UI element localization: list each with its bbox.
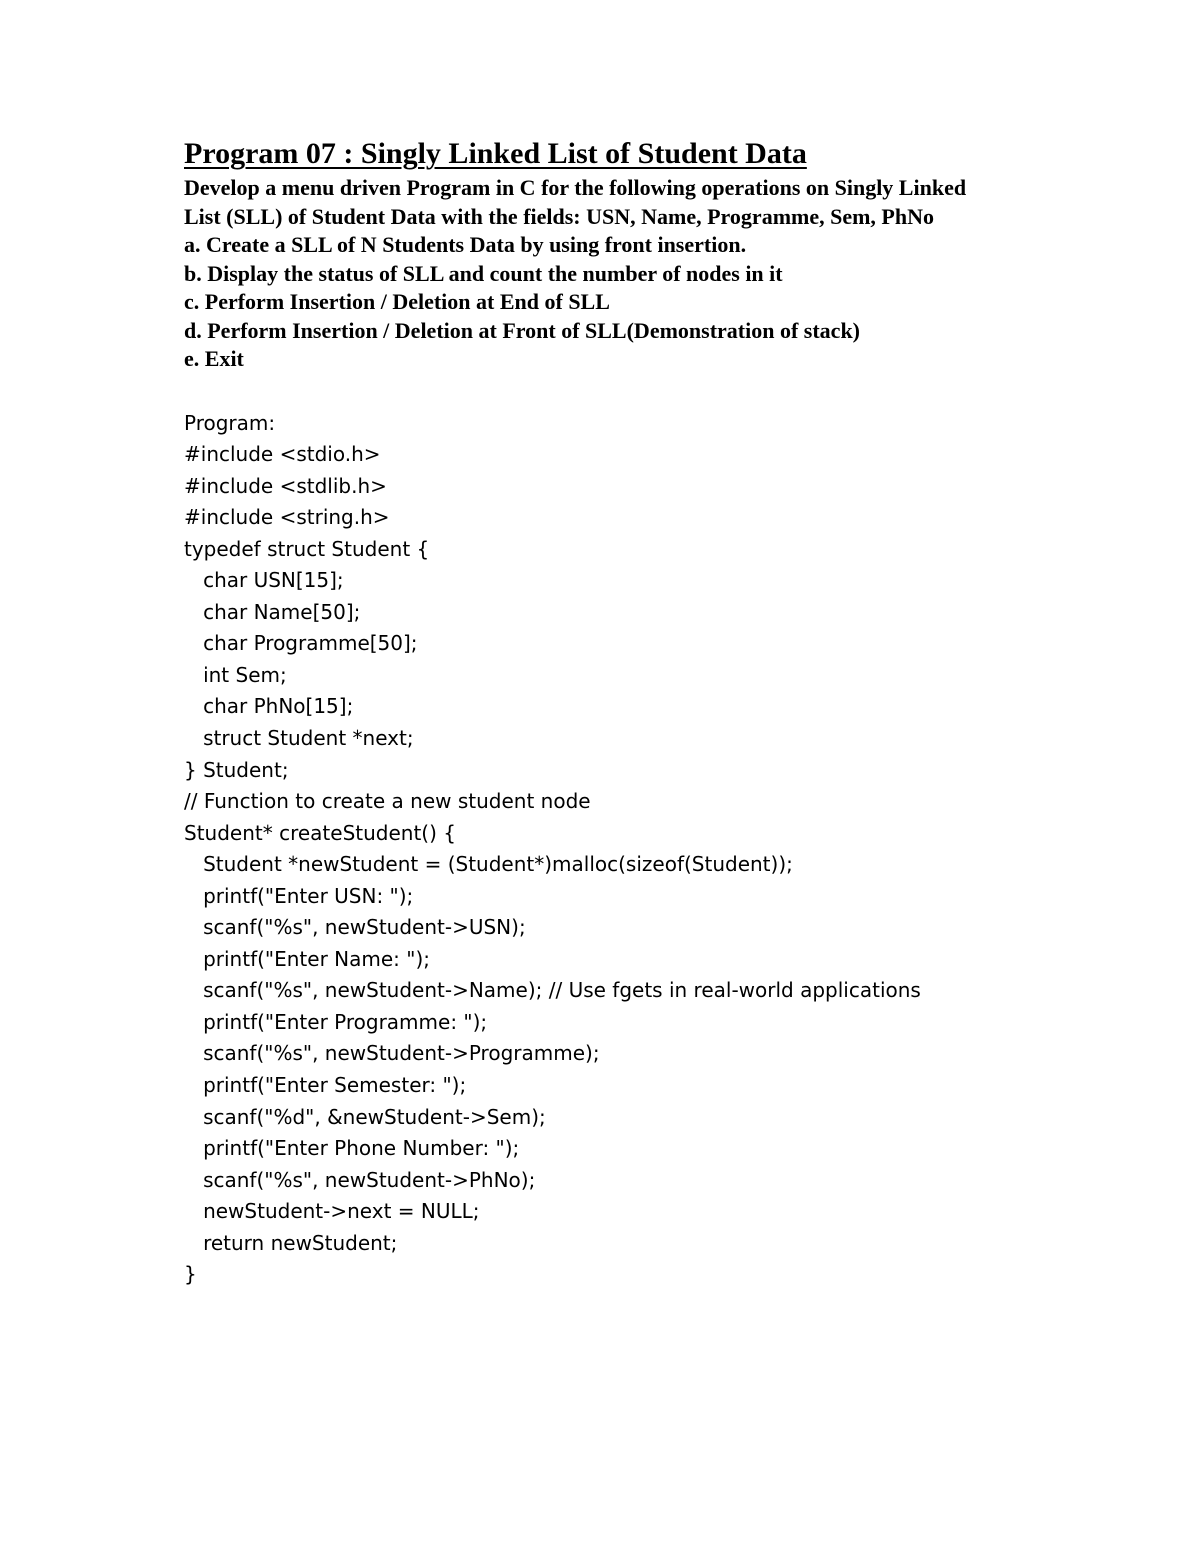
code-line: Student* createStudent() { bbox=[184, 820, 456, 845]
code-line: Student *newStudent = (Student*)malloc(sizeof(Student)); bbox=[184, 852, 793, 877]
code-line: scanf("%s", newStudent->USN); bbox=[184, 915, 526, 940]
code-line: char Programme[50]; bbox=[184, 631, 418, 656]
code-line: printf("Enter Phone Number: "); bbox=[184, 1136, 520, 1161]
code-line: // Function to create a new student node bbox=[184, 789, 591, 814]
code-line: #include <string.h> bbox=[184, 505, 390, 530]
code-line: newStudent->next = NULL; bbox=[184, 1199, 480, 1224]
code-line: printf("Enter Semester: "); bbox=[184, 1072, 467, 1097]
code-line: return newStudent; bbox=[184, 1230, 398, 1255]
code-line: scanf("%s", newStudent->Programme); bbox=[184, 1041, 600, 1066]
document-content bbox=[184, 134, 1044, 1291]
code-line: struct Student *next; bbox=[184, 725, 414, 750]
code-block bbox=[184, 408, 1044, 1291]
code-line: #include <stdlib.h> bbox=[184, 473, 387, 498]
program-description: Develop a menu driven Program in C for the following operations on Singly Linked List (SLL) of Student Data with the fields: USN, Name, Programme, Sem, PhNo bbox=[184, 175, 967, 229]
code-heading: Program: bbox=[184, 410, 276, 435]
menu-item-e: e. Exit bbox=[184, 346, 244, 371]
code-line: scanf("%d", &newStudent->Sem); bbox=[184, 1104, 546, 1129]
menu-item-d: d. Perform Insertion / Deletion at Front of SLL(Demonstration of stack) bbox=[184, 317, 861, 343]
code-line: } Student; bbox=[184, 757, 289, 782]
code-line: printf("Enter Name: "); bbox=[184, 946, 430, 971]
program-title: Program 07 : Singly Linked List of Student Data bbox=[184, 137, 807, 170]
code-line: char Name[50]; bbox=[184, 599, 361, 624]
menu-list bbox=[184, 231, 1044, 374]
code-line: char USN[15]; bbox=[184, 568, 344, 593]
code-line: #include <stdio.h> bbox=[184, 442, 381, 467]
menu-item-a: a. Create a SLL of N Students Data by using front insertion. bbox=[184, 232, 747, 257]
code-line: printf("Enter Programme: "); bbox=[184, 1009, 488, 1034]
code-line: typedef struct Student { bbox=[184, 536, 430, 561]
code-line: } bbox=[184, 1262, 197, 1287]
code-line: char PhNo[15]; bbox=[184, 694, 354, 719]
section-gap bbox=[184, 374, 1044, 408]
menu-item-b: b. Display the status of SLL and count the number of nodes in it bbox=[184, 260, 783, 286]
code-line: printf("Enter USN: "); bbox=[184, 883, 414, 908]
code-line: int Sem; bbox=[184, 662, 287, 687]
menu-item-c: c. Perform Insertion / Deletion at End of SLL bbox=[184, 289, 610, 314]
code-line: scanf("%s", newStudent->PhNo); bbox=[184, 1167, 536, 1192]
code-line: scanf("%s", newStudent->Name); // Use fgets in real-world applications bbox=[184, 978, 921, 1003]
